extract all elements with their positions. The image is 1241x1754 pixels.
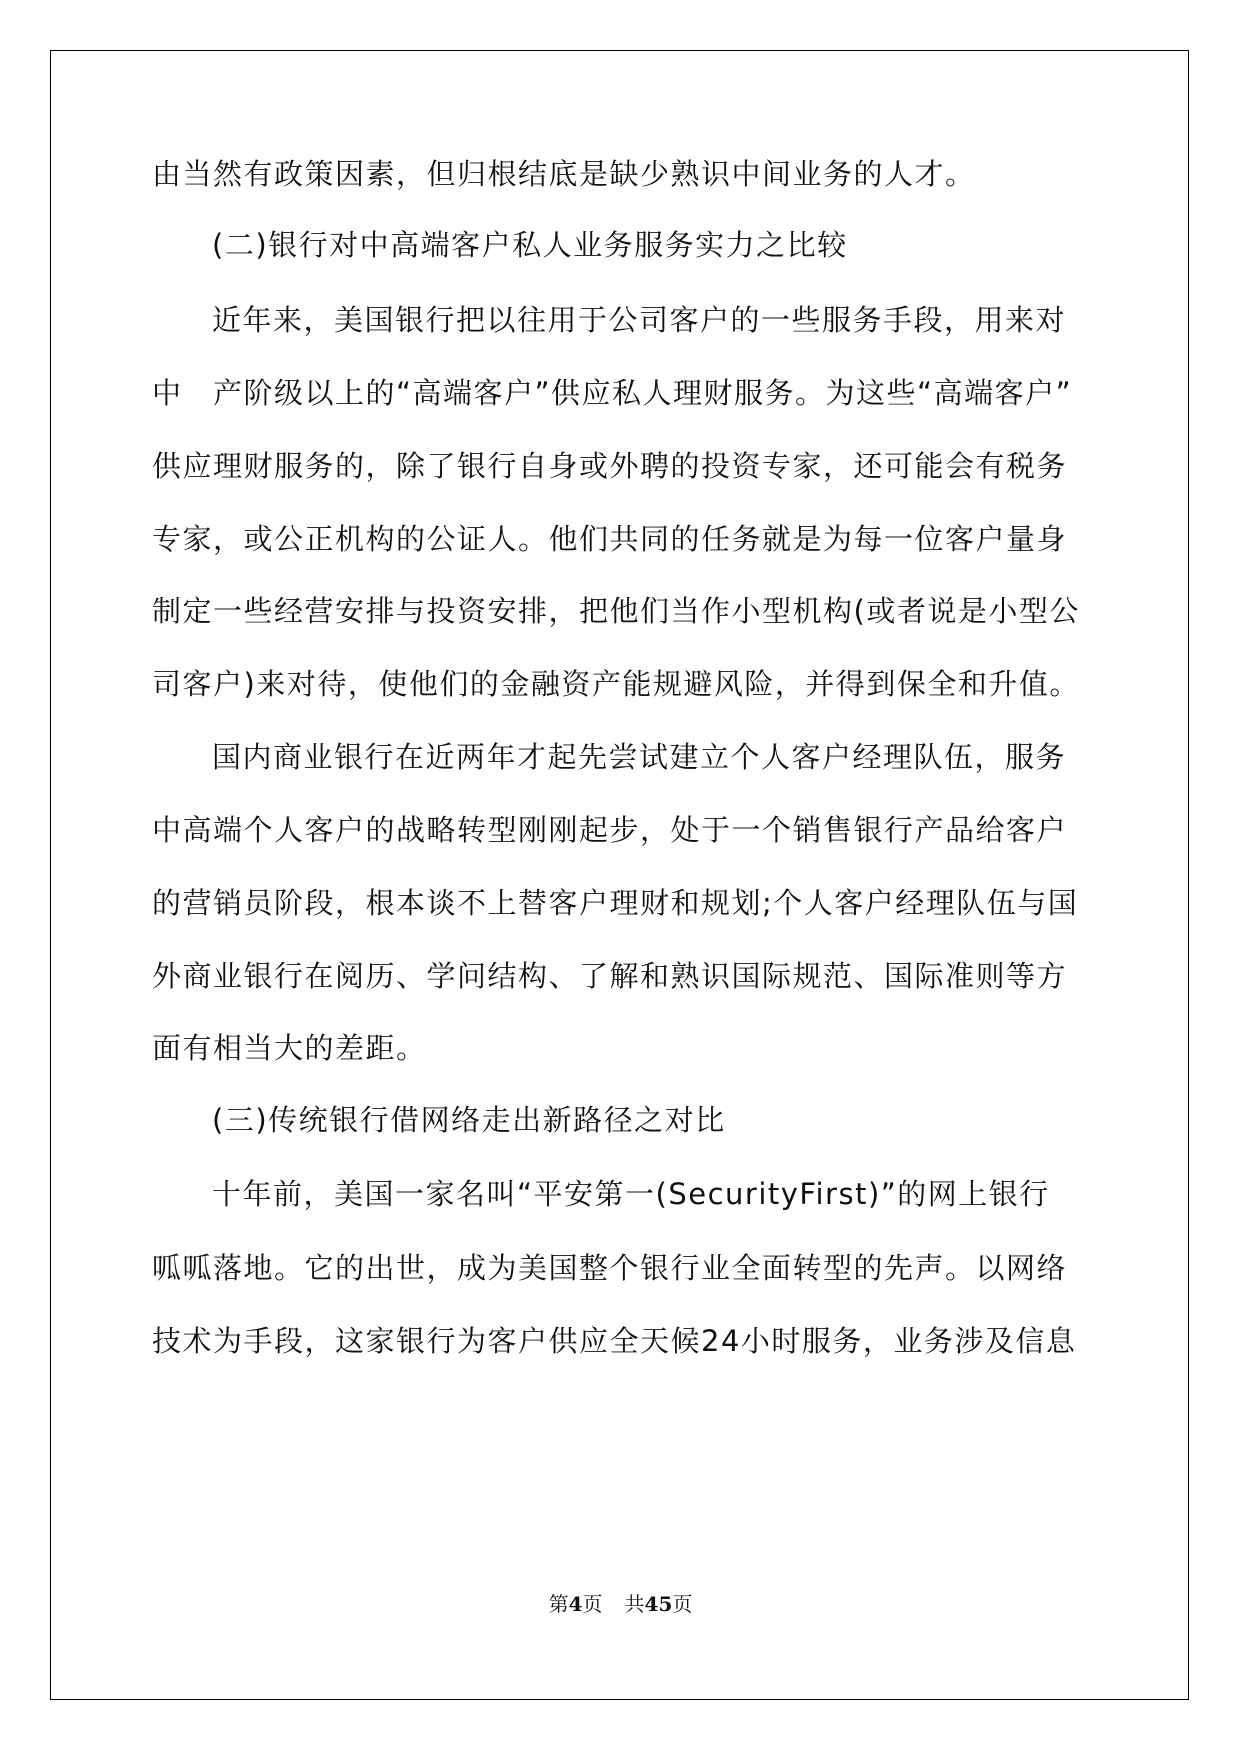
- body-line: 技术为手段，这家银行为客户供应全天候24小时服务，业务涉及信息: [152, 1324, 1077, 1358]
- body-line: 中 产阶级以上的“高端客户”供应私人理财服务。为这些“高端客户”: [152, 376, 1073, 410]
- body-line: 供应理财服务的，除了银行自身或外聘的投资专家，还可能会有税务: [152, 449, 1068, 483]
- body-line: 司客户)来对待，使他们的金融资产能规避风险，并得到保全和升值。: [152, 667, 1080, 701]
- section-heading: (三)传统银行借网络走出新路径之对比: [212, 1103, 726, 1137]
- body-line: 面有相当大的差距。: [152, 1031, 427, 1065]
- footer-prefix: 第: [548, 1592, 569, 1616]
- body-line: 的营销员阶段，根本谈不上替客户理财和规划;个人客户经理队伍与国: [152, 886, 1079, 920]
- page-number: 4: [568, 1592, 583, 1616]
- body-line: 由当然有政策因素，但归根结底是缺少熟识中间业务的人才。: [152, 157, 976, 191]
- body-line: 专家，或公正机构的公证人。他们共同的任务就是为每一位客户量身: [152, 522, 1068, 556]
- body-line: 近年来，美国银行把以往用于公司客户的一些服务手段，用来对: [212, 303, 1067, 337]
- body-line: 呱呱落地。它的出世，成为美国整个银行业全面转型的先声。以网络: [152, 1251, 1068, 1285]
- page-footer: [0, 1588, 1241, 1617]
- body-line: 十年前，美国一家名叫“平安第一(SecurityFirst)”的网上银行: [212, 1177, 1050, 1211]
- page-border: [50, 50, 1189, 1700]
- body-line: 国内商业银行在近两年才起先尝试建立个人客户经理队伍，服务: [212, 740, 1067, 774]
- body-line: 制定一些经营安排与投资安排，把他们当作小型机构(或者说是小型公: [152, 594, 1080, 628]
- body-line: 中高端个人客户的战略转型刚刚起步，处于一个销售银行产品给客户: [152, 813, 1068, 847]
- section-heading: (二)银行对中高端客户私人业务服务实力之比较: [212, 228, 848, 262]
- total-pages: 45: [644, 1592, 673, 1616]
- footer-total-prefix: 共: [624, 1592, 645, 1616]
- footer-page-suffix: 页: [582, 1592, 603, 1616]
- body-line: 外商业银行在阅历、学问结构、了解和熟识国际规范、国际准则等方: [152, 959, 1068, 993]
- footer-total-suffix: 页: [672, 1592, 693, 1616]
